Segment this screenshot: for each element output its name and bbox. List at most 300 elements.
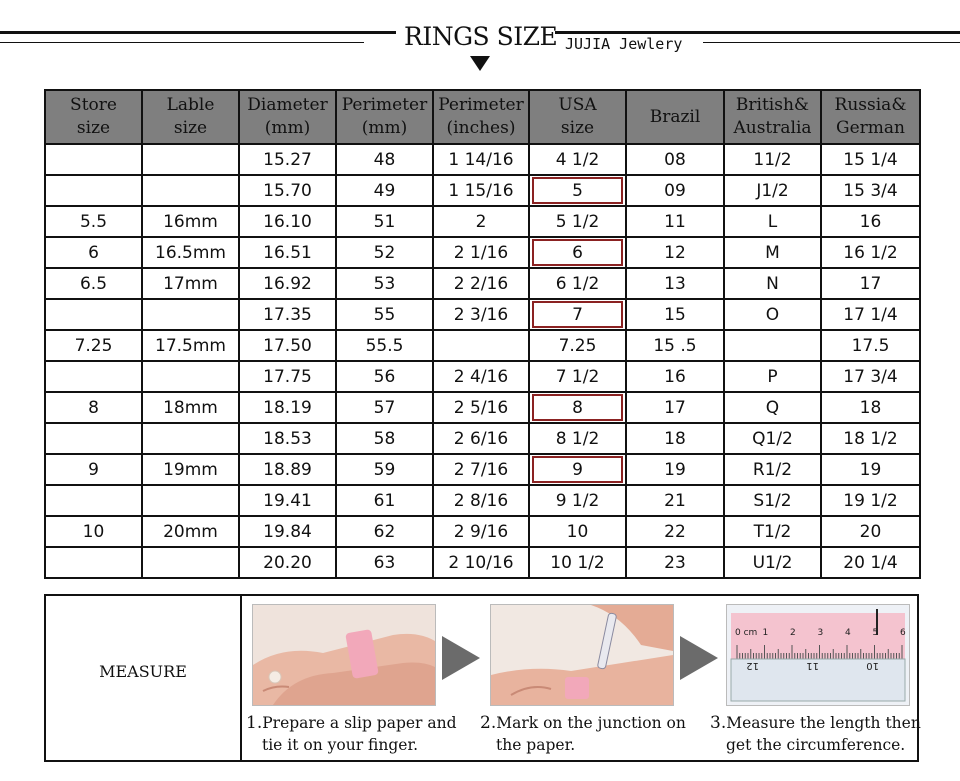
cell-value: 7.25 bbox=[558, 335, 597, 356]
cell-value: Q1/2 bbox=[752, 428, 793, 449]
column-header-line: Diameter bbox=[247, 95, 328, 115]
table-cell bbox=[821, 268, 920, 299]
cell-value: 18 bbox=[664, 428, 686, 449]
table-cell bbox=[336, 299, 433, 330]
cell-value: 56 bbox=[373, 366, 396, 387]
column-header-line: size bbox=[173, 118, 208, 138]
table-cell bbox=[45, 206, 142, 237]
step-line: Mark on the junction on bbox=[496, 714, 686, 732]
cell-value: 2 9/16 bbox=[453, 521, 509, 542]
table-cell bbox=[529, 330, 626, 361]
column-header bbox=[142, 90, 239, 144]
cell-value: 55 bbox=[373, 304, 396, 325]
table-cell bbox=[45, 237, 142, 268]
table-cell bbox=[336, 485, 433, 516]
cell-value: 8 bbox=[88, 397, 99, 418]
table-cell bbox=[433, 175, 529, 206]
cell-value: O bbox=[765, 304, 780, 325]
table-cell bbox=[724, 423, 821, 454]
table-cell bbox=[529, 547, 626, 578]
table-cell bbox=[529, 516, 626, 547]
table-cell bbox=[45, 268, 142, 299]
cell-value: 18mm bbox=[163, 397, 218, 418]
table-cell bbox=[433, 485, 529, 516]
cell-value: 4 1/2 bbox=[555, 149, 600, 170]
column-header-line: Australia bbox=[733, 118, 812, 138]
cell-value: J1/2 bbox=[756, 180, 789, 201]
column-header-line: size bbox=[76, 118, 111, 138]
table-cell bbox=[821, 454, 920, 485]
ring-size-table bbox=[44, 89, 921, 579]
step-line: Prepare a slip paper and bbox=[262, 714, 457, 732]
table-cell bbox=[529, 299, 626, 330]
cell-value: 17 bbox=[859, 273, 882, 294]
table-cell bbox=[239, 361, 336, 392]
table-cell bbox=[529, 206, 626, 237]
cell-value: 51 bbox=[373, 211, 396, 232]
brand-name: JUJIA Jewlery bbox=[565, 35, 683, 53]
cell-value: 15 3/4 bbox=[843, 180, 898, 201]
table-cell bbox=[433, 423, 529, 454]
cell-value: 10 bbox=[82, 521, 105, 542]
cell-value: 20mm bbox=[163, 521, 218, 542]
cell-value: 5 1/2 bbox=[555, 211, 600, 232]
step-number: 2. bbox=[480, 713, 497, 733]
table-cell bbox=[724, 547, 821, 578]
cell-value: 6 bbox=[572, 242, 583, 263]
cell-value: 17 1/4 bbox=[843, 304, 898, 325]
table-row bbox=[45, 392, 920, 423]
table-cell bbox=[529, 361, 626, 392]
table-row bbox=[45, 237, 920, 268]
table-cell bbox=[724, 144, 821, 175]
table-cell bbox=[433, 237, 529, 268]
column-header-line: German bbox=[836, 118, 905, 138]
cell-value: 63 bbox=[373, 552, 396, 573]
step-1-text bbox=[246, 712, 457, 756]
column-header-line: (inches) bbox=[446, 118, 516, 138]
table-cell bbox=[529, 268, 626, 299]
cell-value: 9 bbox=[88, 459, 99, 480]
table-row bbox=[45, 144, 920, 175]
cell-value: S1/2 bbox=[753, 490, 792, 511]
cell-value: 2 3/16 bbox=[453, 304, 509, 325]
cell-value: 7.25 bbox=[74, 335, 113, 356]
table-row bbox=[45, 454, 920, 485]
table-row bbox=[45, 423, 920, 454]
cell-value: 17.5mm bbox=[155, 335, 226, 356]
cell-value: 10 1/2 bbox=[550, 552, 605, 573]
measure-label: MEASURE bbox=[99, 662, 187, 681]
column-header bbox=[724, 90, 821, 144]
table-cell bbox=[433, 454, 529, 485]
table-cell bbox=[626, 423, 724, 454]
cell-value: 55.5 bbox=[365, 335, 404, 356]
table-cell bbox=[529, 423, 626, 454]
table-cell bbox=[45, 299, 142, 330]
table-cell bbox=[45, 423, 142, 454]
cell-value: 19mm bbox=[163, 459, 218, 480]
cell-value: 19.84 bbox=[263, 521, 312, 542]
table-cell bbox=[821, 516, 920, 547]
table-cell bbox=[433, 361, 529, 392]
table-cell bbox=[821, 361, 920, 392]
cell-value: 2 6/16 bbox=[453, 428, 509, 449]
step-number: 3. bbox=[710, 713, 727, 733]
ruler-label: 1 bbox=[762, 628, 769, 638]
cell-value: 62 bbox=[373, 521, 396, 542]
table-cell bbox=[336, 423, 433, 454]
table-cell bbox=[239, 516, 336, 547]
measure-label-cell bbox=[46, 596, 242, 760]
cell-value: T1/2 bbox=[753, 521, 792, 542]
table-cell bbox=[529, 144, 626, 175]
cell-value: 15 bbox=[664, 304, 686, 325]
cell-value: 48 bbox=[373, 149, 396, 170]
cell-value: 1 15/16 bbox=[448, 180, 514, 201]
table-cell bbox=[626, 516, 724, 547]
cell-value: 18.19 bbox=[263, 397, 312, 418]
header-rule-left-thin bbox=[0, 42, 364, 43]
header-rule-right-thin bbox=[703, 42, 960, 43]
table-cell bbox=[239, 237, 336, 268]
table-cell bbox=[529, 392, 626, 423]
cell-value: 15.27 bbox=[263, 149, 312, 170]
table-cell bbox=[821, 423, 920, 454]
table-cell bbox=[433, 144, 529, 175]
table-row bbox=[45, 175, 920, 206]
table-row bbox=[45, 268, 920, 299]
cell-value: 15 1/4 bbox=[843, 149, 898, 170]
table-cell bbox=[45, 330, 142, 361]
table-cell bbox=[239, 547, 336, 578]
ruler-label: 10 bbox=[866, 660, 879, 671]
table-cell bbox=[142, 330, 239, 361]
table-cell bbox=[529, 454, 626, 485]
table-cell bbox=[239, 175, 336, 206]
table-cell bbox=[336, 268, 433, 299]
table-cell bbox=[142, 175, 239, 206]
cell-value: 17 bbox=[664, 397, 686, 418]
step-line: the paper. bbox=[496, 736, 576, 754]
table-cell bbox=[239, 454, 336, 485]
table-cell bbox=[626, 392, 724, 423]
cell-value: 2 1/16 bbox=[453, 242, 509, 263]
column-header bbox=[821, 90, 920, 144]
table-row bbox=[45, 206, 920, 237]
cell-value: 18 bbox=[859, 397, 882, 418]
table-cell bbox=[626, 268, 724, 299]
table-cell bbox=[821, 547, 920, 578]
table-cell bbox=[724, 299, 821, 330]
table-cell bbox=[239, 268, 336, 299]
cell-value: N bbox=[766, 273, 779, 294]
table-cell bbox=[724, 454, 821, 485]
cell-value: 15 .5 bbox=[653, 335, 697, 356]
measure-section bbox=[44, 594, 919, 762]
table-cell bbox=[45, 454, 142, 485]
table-cell bbox=[336, 330, 433, 361]
table-row bbox=[45, 547, 920, 578]
table-cell bbox=[142, 299, 239, 330]
table-cell bbox=[45, 485, 142, 516]
cell-value: 18.53 bbox=[263, 428, 312, 449]
table-cell bbox=[142, 361, 239, 392]
cell-value: 17 3/4 bbox=[843, 366, 898, 387]
cell-value: 16 bbox=[859, 211, 882, 232]
table-cell bbox=[142, 423, 239, 454]
ruler-label: 6 bbox=[900, 628, 906, 638]
table-cell bbox=[142, 144, 239, 175]
table-cell bbox=[433, 268, 529, 299]
table-cell bbox=[142, 454, 239, 485]
cell-value: 2 5/16 bbox=[453, 397, 509, 418]
table-cell bbox=[626, 361, 724, 392]
cell-value: 5 bbox=[572, 180, 583, 201]
highlight-box bbox=[532, 177, 623, 204]
cell-value: 13 bbox=[664, 273, 686, 294]
table-cell bbox=[724, 361, 821, 392]
column-header-line: size bbox=[560, 118, 595, 138]
cell-value: 22 bbox=[664, 521, 686, 542]
ruler-label: 3 bbox=[817, 628, 824, 638]
table-cell bbox=[142, 206, 239, 237]
table-row bbox=[45, 361, 920, 392]
table-cell bbox=[45, 175, 142, 206]
table-cell bbox=[724, 516, 821, 547]
ruler-label: 5 bbox=[872, 628, 879, 638]
table-cell bbox=[142, 392, 239, 423]
cell-value: 6 bbox=[88, 242, 99, 263]
table-cell bbox=[626, 237, 724, 268]
table-cell bbox=[626, 485, 724, 516]
table-cell bbox=[336, 454, 433, 485]
cell-value: 20 bbox=[859, 521, 882, 542]
cell-value: 11/2 bbox=[753, 149, 792, 170]
page-header bbox=[0, 0, 960, 80]
page-title: RINGS SIZE bbox=[404, 22, 558, 51]
column-header-line: USA bbox=[558, 95, 597, 115]
cell-value: 2 2/16 bbox=[453, 273, 509, 294]
step-arrow-icon bbox=[442, 636, 480, 680]
cell-value: 8 1/2 bbox=[555, 428, 600, 449]
cell-value: M bbox=[765, 242, 780, 263]
cell-value: 12 bbox=[664, 242, 686, 263]
ruler-label: 2 bbox=[790, 628, 796, 638]
cell-value: 7 bbox=[572, 304, 583, 325]
column-header-line: Store bbox=[70, 95, 117, 115]
ruler-label: 11 bbox=[806, 660, 819, 671]
cell-value: 2 4/16 bbox=[453, 366, 509, 387]
table-cell bbox=[724, 485, 821, 516]
table-cell bbox=[626, 547, 724, 578]
column-header bbox=[45, 90, 142, 144]
cell-value: 09 bbox=[664, 180, 686, 201]
table-cell bbox=[529, 485, 626, 516]
highlight-box bbox=[532, 239, 623, 266]
cell-value: 16 bbox=[664, 366, 686, 387]
cell-value: 19.41 bbox=[263, 490, 312, 511]
pen-mark-illustration bbox=[491, 605, 673, 705]
column-header-line: Russia& bbox=[834, 95, 907, 115]
cell-value: 21 bbox=[664, 490, 686, 511]
table-cell bbox=[142, 547, 239, 578]
table-cell bbox=[45, 392, 142, 423]
ruler-label: 4 bbox=[845, 628, 851, 638]
table-cell bbox=[529, 237, 626, 268]
column-header-line: Brazil bbox=[649, 106, 701, 127]
column-header-line: (mm) bbox=[361, 118, 408, 138]
cell-value: 18 1/2 bbox=[843, 428, 898, 449]
table-cell bbox=[239, 485, 336, 516]
step-3-image bbox=[726, 604, 910, 706]
cell-value: 20.20 bbox=[263, 552, 312, 573]
table-cell bbox=[626, 206, 724, 237]
cell-value: U1/2 bbox=[752, 552, 793, 573]
header-rule-left-thick bbox=[0, 31, 396, 34]
column-header bbox=[626, 90, 724, 144]
table-cell bbox=[336, 237, 433, 268]
highlight-box bbox=[532, 301, 623, 328]
cell-value: 17mm bbox=[163, 273, 218, 294]
table-cell bbox=[821, 392, 920, 423]
header-rule-right-thick bbox=[555, 31, 960, 34]
cell-value: 1 14/16 bbox=[448, 149, 514, 170]
cell-value: 5.5 bbox=[79, 211, 108, 232]
table-cell bbox=[626, 299, 724, 330]
cell-value: R1/2 bbox=[752, 459, 793, 480]
table-cell bbox=[626, 330, 724, 361]
highlight-box bbox=[532, 394, 623, 421]
cell-value: 2 10/16 bbox=[448, 552, 514, 573]
table-cell bbox=[821, 299, 920, 330]
cell-value: 2 7/16 bbox=[453, 459, 509, 480]
cell-value: 18.89 bbox=[263, 459, 312, 480]
cell-value: 10 bbox=[566, 521, 589, 542]
cell-value: 16.5mm bbox=[155, 242, 226, 263]
cell-value: 52 bbox=[373, 242, 396, 263]
table-cell bbox=[239, 392, 336, 423]
step-number: 1. bbox=[246, 713, 263, 733]
cell-value: 59 bbox=[373, 459, 396, 480]
table-cell bbox=[821, 485, 920, 516]
table-cell bbox=[821, 237, 920, 268]
cell-value: 17.35 bbox=[263, 304, 312, 325]
cell-value: 16mm bbox=[163, 211, 218, 232]
table-cell bbox=[626, 175, 724, 206]
table-row bbox=[45, 485, 920, 516]
table-cell bbox=[45, 547, 142, 578]
column-header bbox=[336, 90, 433, 144]
column-header bbox=[433, 90, 529, 144]
table-cell bbox=[433, 330, 529, 361]
table-cell bbox=[336, 175, 433, 206]
column-header-line: Perimeter bbox=[341, 95, 428, 115]
cell-value: 16 1/2 bbox=[843, 242, 898, 263]
cell-value: 15.70 bbox=[263, 180, 312, 201]
cell-value: 16.51 bbox=[263, 242, 312, 263]
cell-value: 19 bbox=[664, 459, 686, 480]
cell-value: 49 bbox=[373, 180, 396, 201]
cell-value: 9 1/2 bbox=[555, 490, 600, 511]
table-cell bbox=[239, 144, 336, 175]
table-cell bbox=[45, 516, 142, 547]
table-cell bbox=[336, 547, 433, 578]
column-header-line: British& bbox=[735, 95, 810, 115]
table-cell bbox=[336, 516, 433, 547]
cell-value: 11 bbox=[664, 211, 686, 232]
table-cell bbox=[239, 206, 336, 237]
table-cell bbox=[336, 361, 433, 392]
table-row bbox=[45, 299, 920, 330]
ruler-illustration bbox=[727, 605, 909, 705]
table-cell bbox=[821, 144, 920, 175]
table-cell bbox=[724, 268, 821, 299]
cell-value: 08 bbox=[664, 149, 686, 170]
column-header-line: (mm) bbox=[264, 118, 311, 138]
cell-value: 23 bbox=[664, 552, 686, 573]
cell-value: 6.5 bbox=[79, 273, 108, 294]
table-cell bbox=[239, 423, 336, 454]
column-header-line: Perimeter bbox=[438, 95, 524, 115]
table-cell bbox=[336, 144, 433, 175]
table-cell bbox=[529, 175, 626, 206]
cell-value: 19 bbox=[859, 459, 882, 480]
step-line: tie it on your finger. bbox=[262, 736, 419, 754]
step-1-image bbox=[252, 604, 436, 706]
table-cell bbox=[433, 206, 529, 237]
cell-value: 6 1/2 bbox=[555, 273, 600, 294]
step-arrow-icon bbox=[680, 636, 718, 680]
cell-value: 61 bbox=[373, 490, 396, 511]
table-cell bbox=[724, 392, 821, 423]
column-header bbox=[529, 90, 626, 144]
cell-value: 7 1/2 bbox=[555, 366, 600, 387]
down-arrow-icon bbox=[470, 56, 490, 71]
cell-value: 8 bbox=[572, 397, 583, 418]
cell-value: 17.75 bbox=[263, 366, 312, 387]
cell-value: 16.10 bbox=[263, 211, 312, 232]
table-row bbox=[45, 330, 920, 361]
highlight-box bbox=[532, 456, 623, 483]
table-cell bbox=[821, 206, 920, 237]
column-header-line: Lable bbox=[166, 95, 215, 115]
column-header bbox=[239, 90, 336, 144]
table-cell bbox=[433, 392, 529, 423]
cell-value: 9 bbox=[572, 459, 583, 480]
finger-wrap-illustration bbox=[253, 605, 435, 705]
table-cell bbox=[724, 237, 821, 268]
table-cell bbox=[142, 268, 239, 299]
table-cell bbox=[821, 175, 920, 206]
table-cell bbox=[626, 454, 724, 485]
table-cell bbox=[142, 485, 239, 516]
table-cell bbox=[433, 547, 529, 578]
cell-value: L bbox=[767, 211, 778, 232]
table-body bbox=[45, 144, 920, 578]
ruler-label: 0 cm bbox=[735, 628, 758, 638]
cell-value: Q bbox=[765, 397, 780, 418]
table-cell bbox=[45, 144, 142, 175]
table-cell bbox=[239, 299, 336, 330]
table-row bbox=[45, 516, 920, 547]
table-cell bbox=[433, 299, 529, 330]
step-2-image bbox=[490, 604, 674, 706]
cell-value: 58 bbox=[373, 428, 396, 449]
table-cell bbox=[433, 516, 529, 547]
step-3-text bbox=[710, 712, 921, 756]
table-cell bbox=[239, 330, 336, 361]
